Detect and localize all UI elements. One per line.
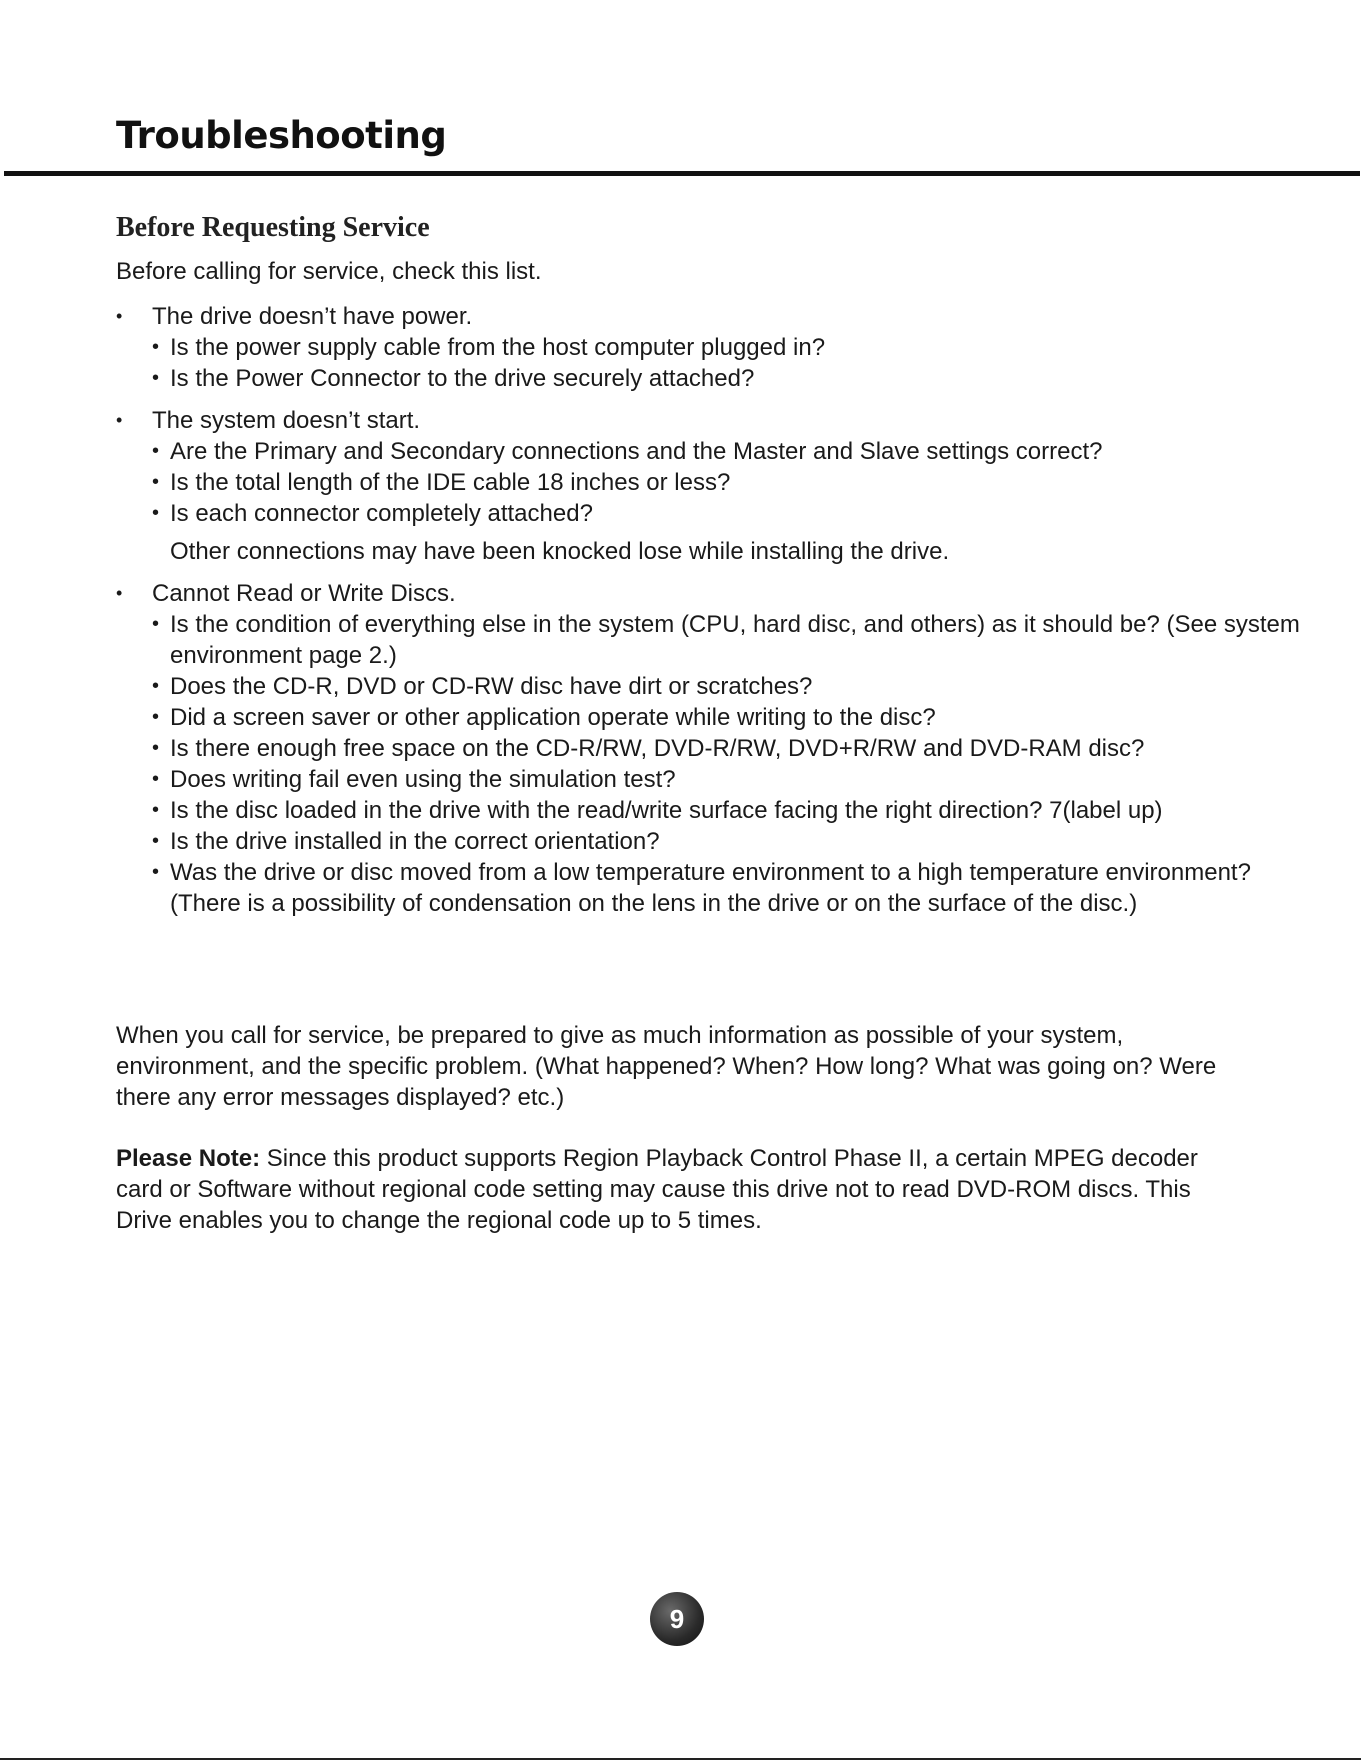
bullet-icon: • <box>152 613 160 635</box>
checklist-group-start <box>116 405 1316 567</box>
header-divider <box>4 171 1360 176</box>
bullet-icon: • <box>116 583 123 603</box>
list-item: • Was the drive or disc moved from a low temperature environment to a high temperature environment? (There is a possibility of condensation on the lens in the drive or on the surface of the disc.) <box>152 859 1251 917</box>
page-number-badge: 9 <box>650 1592 704 1646</box>
please-note-text: Since this product supports Region Playback Control Phase II, a certain MPEG decoder card or Software without regional code setting may cause this drive not to read DVD-ROM discs. This Drive enables you to change the regional code up to 5 times. <box>116 1145 1198 1234</box>
checklist-group-power <box>116 301 1316 394</box>
checklist-group-read-write <box>116 578 1316 919</box>
intro-text: Before calling for service, check this list. <box>116 258 542 285</box>
list-item: • Is the total length of the IDE cable 18 inches or less? <box>152 469 731 496</box>
bullet-icon: • <box>152 830 160 852</box>
bullet-icon: • <box>152 768 160 790</box>
list-item: • Is each connector completely attached? <box>152 500 593 527</box>
page-title: Troubleshooting <box>116 114 447 157</box>
footer-divider <box>0 1758 1361 1760</box>
list-item: • Did a screen saver or other application operate while writing to the disc? <box>152 704 936 731</box>
list-item: • Is there enough free space on the CD-R/RW, DVD-R/RW, DVD+R/RW and DVD-RAM disc? <box>152 735 1145 762</box>
bullet-icon: • <box>152 737 160 759</box>
group-title: Cannot Read or Write Discs. <box>152 580 456 607</box>
group-title: The drive doesn’t have power. <box>152 303 473 330</box>
bullet-icon: • <box>152 336 160 358</box>
list-item: • Is the disc loaded in the drive with the read/write surface facing the right direction? 7(label up) <box>152 797 1163 824</box>
list-item: • Is the Power Connector to the drive securely attached? <box>152 365 755 392</box>
bullet-icon: • <box>116 306 123 326</box>
list-item: • Are the Primary and Secondary connections and the Master and Slave settings correct? <box>152 438 1103 465</box>
group-title: The system doesn’t start. <box>152 407 421 434</box>
list-item: • Is the drive installed in the correct orientation? <box>152 828 660 855</box>
checklist <box>116 301 1316 930</box>
bullet-icon: • <box>152 502 160 524</box>
service-call-paragraph: When you call for service, be prepared to give as much information as possible of your system, environment, and the specific problem. (What happened? When? How long? What was going on? Were there any error messages displayed? etc.) <box>116 1022 1217 1111</box>
list-item: • Is the power supply cable from the host computer plugged in? <box>152 334 826 361</box>
bullet-icon: • <box>152 861 160 883</box>
section-heading: Before Requesting Service <box>116 212 430 243</box>
list-item: • Is the condition of everything else in the system (CPU, hard disc, and others) as it should be? (See system environment page 2.) <box>152 611 1300 669</box>
bullet-icon: • <box>152 440 160 462</box>
list-item: • Does the CD-R, DVD or CD-RW disc have dirt or scratches? <box>152 673 813 700</box>
bullet-icon: • <box>152 471 160 493</box>
group-note: Other connections may have been knocked lose while installing the drive. <box>170 538 950 565</box>
bullet-icon: • <box>152 706 160 728</box>
bullet-icon: • <box>152 799 160 821</box>
list-item: • Does writing fail even using the simulation test? <box>152 766 676 793</box>
bullet-icon: • <box>152 675 160 697</box>
please-note-label: Please Note: <box>116 1145 261 1172</box>
bullet-icon: • <box>116 410 123 430</box>
please-note-paragraph <box>116 1143 1246 1236</box>
bullet-icon: • <box>152 367 160 389</box>
